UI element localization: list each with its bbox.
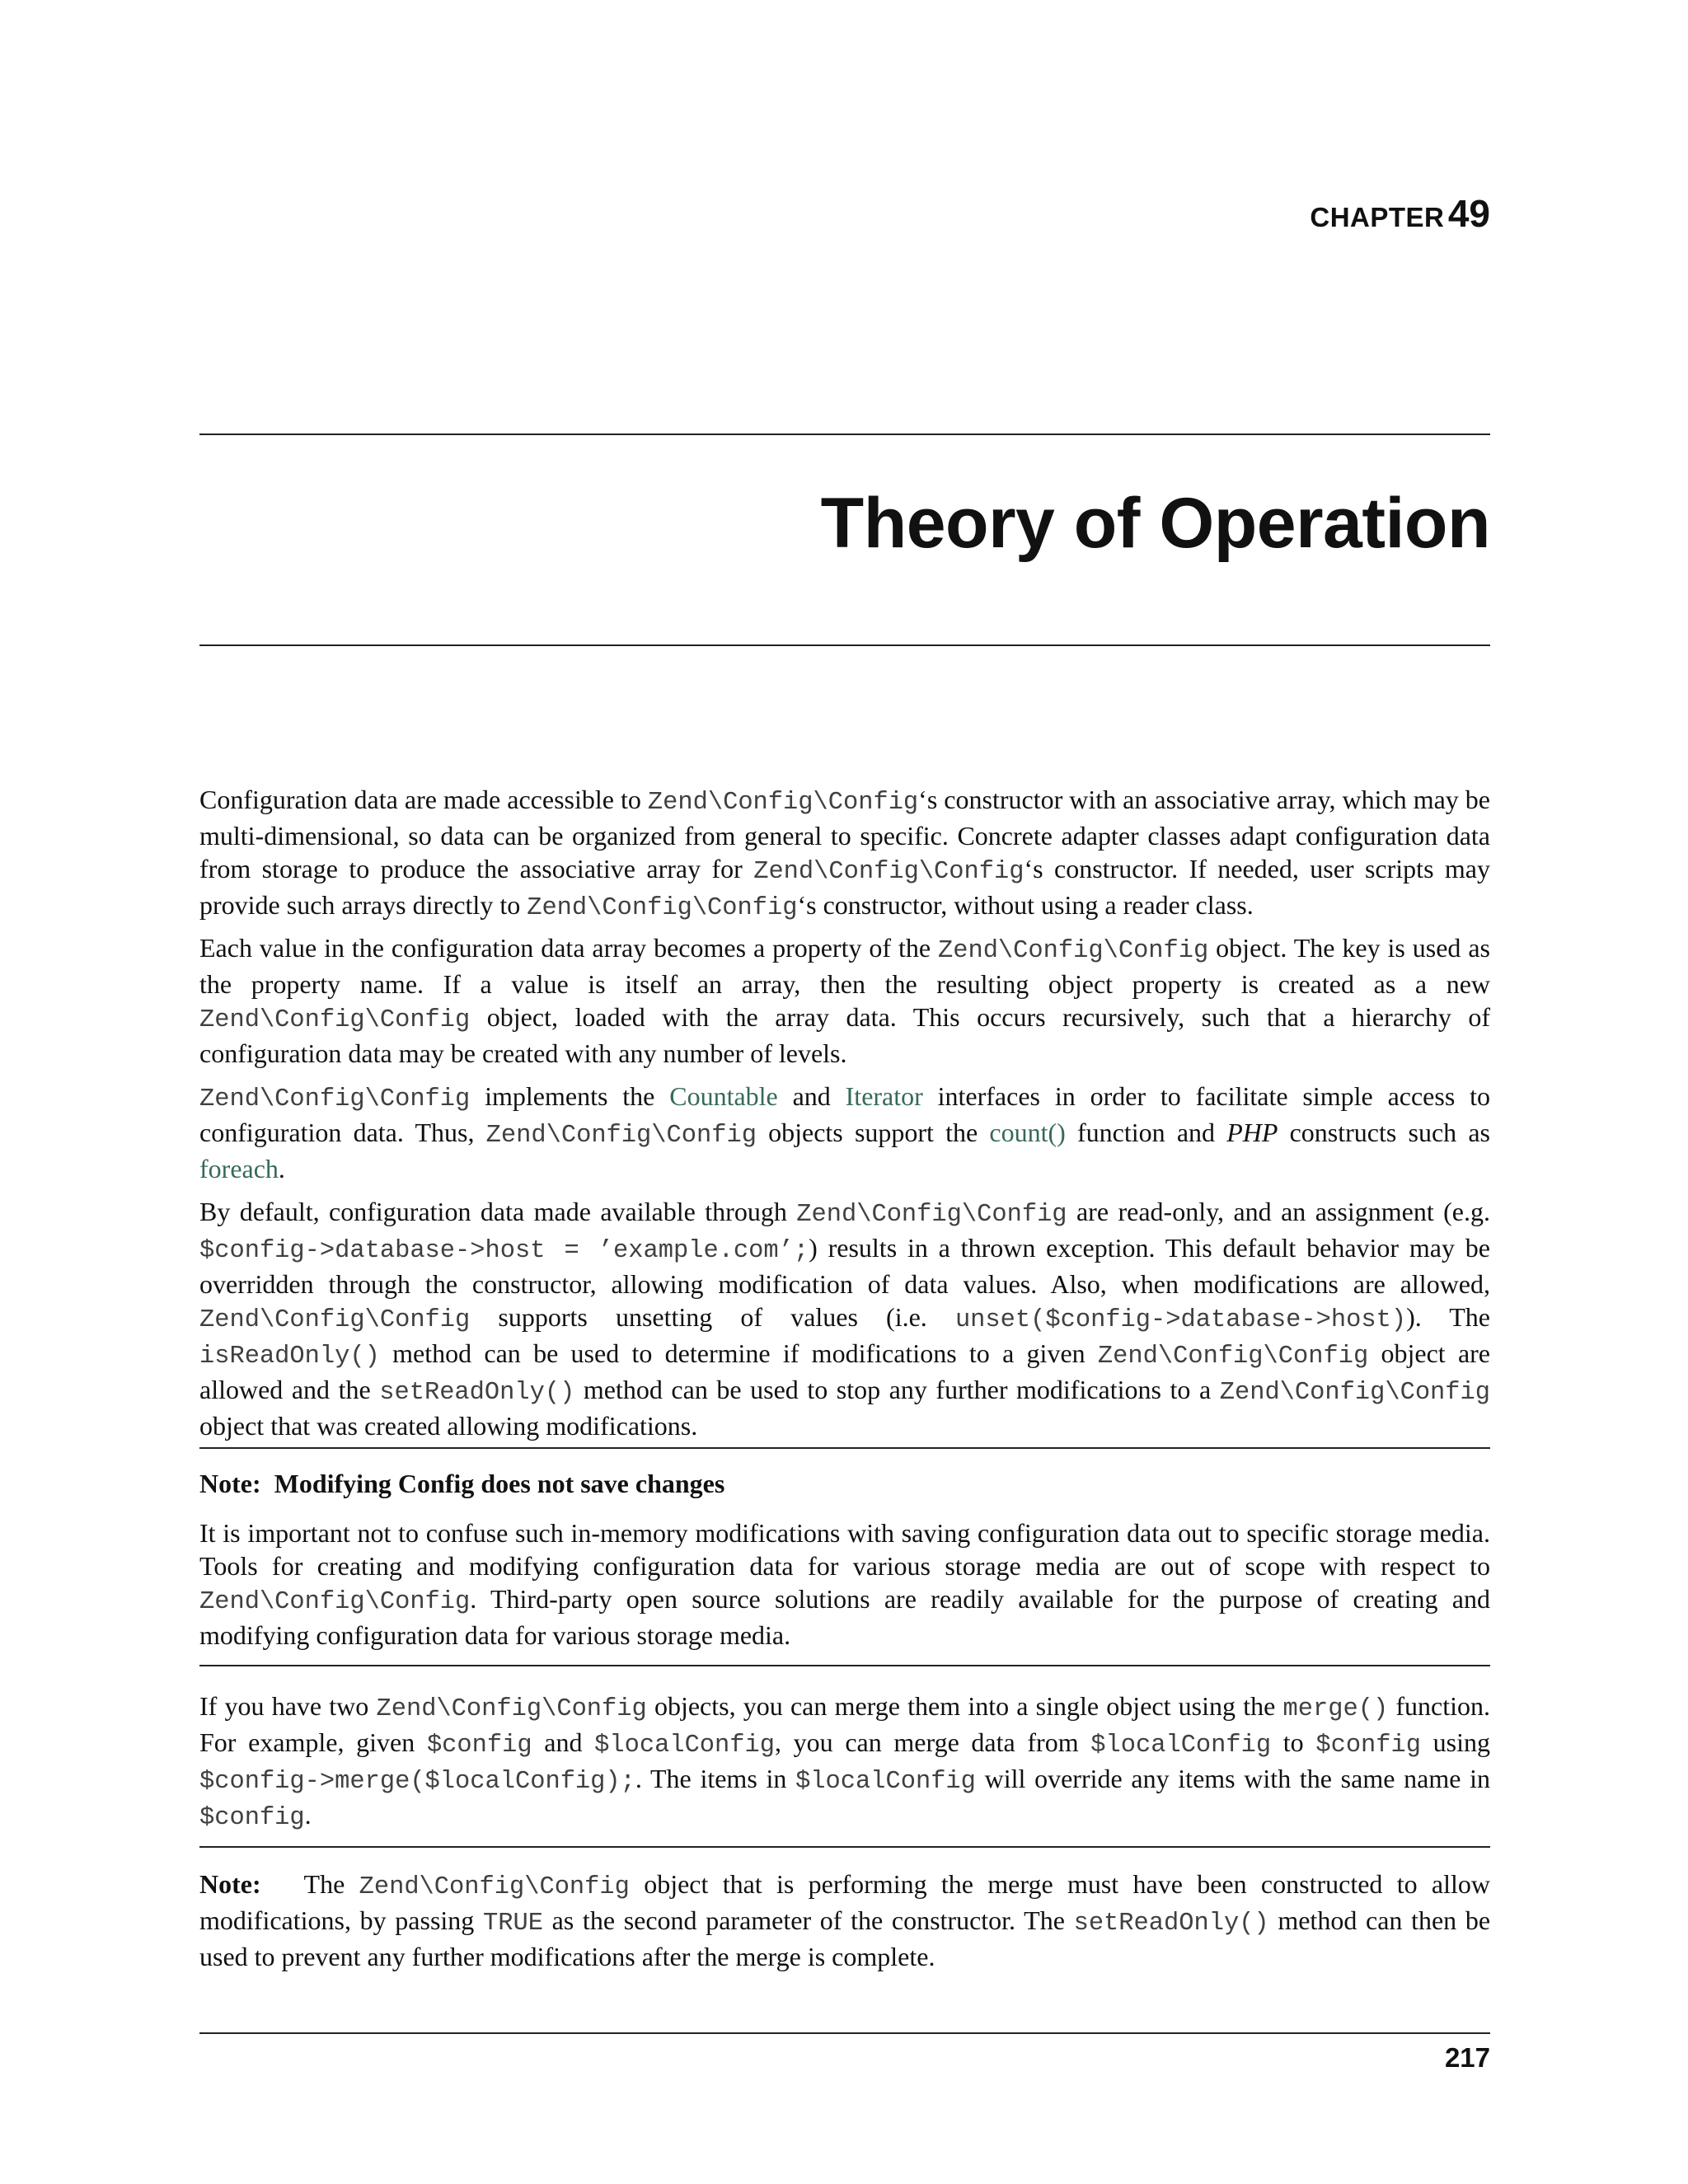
chapter-number: 49 (1447, 192, 1490, 235)
code-class-name: Zend\Config\Config (647, 789, 919, 817)
php-emphasis: PHP (1226, 1118, 1278, 1147)
paragraph-properties: Each value in the configuration data array becomes a property of the Zend\Config\Config object. The key is used as the property name. If a value is itself an array, then the resulting object property is created as a new Zend\Config\Config object, loaded with the array data. This occurs recursively, such that a hierarchy of configuration data may be created with any number of levels. (199, 933, 1491, 1068)
chapter-label (1310, 191, 1490, 236)
code-class-name: Zend\Config\Config (753, 858, 1025, 886)
code-class-name: Zend\Config\Config (527, 894, 798, 922)
code-snippet: $config->database->host = ’example.com’; (199, 1237, 809, 1265)
code-method: setReadOnly() (379, 1379, 575, 1407)
paragraph-intro: Configuration data are made accessible to Zend\Config\Config‘s constructor with an associative array, which may be multi-dimensional, so data can be organized from general to specific. Concrete adapter classes adapt configuration data from storage to produce the associative array for Zend\Config\Config‘s constructor. If needed, user scripts may provide such arrays directly to Zend\Config\Config‘s constructor, without using a reader class. (199, 785, 1491, 922)
code-constant: TRUE (482, 1910, 543, 1938)
note-label: Note: (199, 1869, 261, 1899)
code-method: isReadOnly() (199, 1343, 380, 1371)
code-class-name: Zend\Config\Config (1097, 1343, 1369, 1371)
code-variable: $localConfig (1090, 1732, 1272, 1760)
note-label: Note: (199, 1469, 261, 1498)
title-bottom-rule (199, 644, 1490, 646)
code-method: merge() (1282, 1695, 1389, 1723)
code-class-name: Zend\Config\Config (937, 937, 1209, 965)
code-class-name: Zend\Config\Config (199, 1588, 471, 1616)
note2-top-rule (199, 1846, 1490, 1848)
countable-link[interactable]: Countable (669, 1081, 778, 1111)
code-variable: $config (199, 1804, 305, 1832)
title-top-rule (199, 434, 1490, 435)
code-variable: $localConfig (795, 1768, 976, 1796)
note-top-rule (199, 1447, 1490, 1449)
paragraph-read-only: By default, configuration data made available through Zend\Config\Config are read-only, and an assignment (e.g. $config->database->host = ’example.com’;) results in a thrown exception. This default behavior may be overridden through the constructor, allowing modification of data values. Also, when modifications are allowed, Zend\Config\Config supports unsetting of values (i.e. unset($config->database->host)). The isReadOnly() method can be used to determine if modifications to a given Zend\Config\Config object are allowed and the setReadOnly() method can be used to stop any further modifications to a Zend\Config\Config object that was created allowing modifications. (199, 1197, 1491, 1441)
foreach-link[interactable]: foreach (199, 1154, 279, 1183)
code-class-name: Zend\Config\Config (796, 1201, 1067, 1229)
code-snippet: unset($config->database->host) (954, 1306, 1407, 1334)
code-class-name: Zend\Config\Config (1219, 1379, 1491, 1407)
code-variable: $config (426, 1732, 532, 1760)
page-number: 217 (1444, 2042, 1490, 2073)
code-variable: $config (1315, 1732, 1422, 1760)
code-class-name: Zend\Config\Config (199, 1306, 471, 1334)
code-class-name: Zend\Config\Config (199, 1085, 471, 1113)
chapter-title: Theory of Operation (820, 484, 1490, 563)
footer-rule (199, 2032, 1490, 2034)
chapter-word: CHAPTER (1310, 202, 1445, 232)
code-class-name: Zend\Config\Config (199, 1006, 471, 1034)
paragraph-merge: If you have two Zend\Config\Config objects, you can merge them into a single object using the merge() function. For example, given $config and $localConfig, you can merge data from $localConfig to $config using $config->merge($localConfig);. The items in $localConfig will override any items with the same name in $config. (199, 1691, 1491, 1832)
code-method: setReadOnly() (1073, 1910, 1269, 1938)
paragraph-interfaces: Zend\Config\Config implements the Countable and Iterator interfaces in order to facilitate simple access to configuration data. Thus, Zend\Config\Config objects support the count() function and PHP constructs such as foreach. (199, 1081, 1491, 1183)
note-heading (199, 1467, 1490, 1500)
note-bottom-rule (199, 1665, 1490, 1666)
code-variable: $localConfig (594, 1732, 775, 1760)
code-snippet: $config->merge($localConfig); (199, 1768, 635, 1796)
code-class-name: Zend\Config\Config (485, 1122, 757, 1150)
code-class-name: Zend\Config\Config (376, 1695, 647, 1723)
code-class-name: Zend\Config\Config (359, 1873, 630, 1901)
iterator-link[interactable]: Iterator (845, 1081, 923, 1111)
note2-body: Note: The Zend\Config\Config object that is performing the merge must have been constructed to allow modifications, by passing TRUE as the second parameter of the constructor. The setReadOnly() method can then be used to prevent any further modifications after the merge is complete. (199, 1869, 1491, 1971)
count-function-link[interactable]: count() (989, 1118, 1066, 1147)
note-title: Modifying Config does not save changes (274, 1469, 725, 1498)
note-body: It is important not to confuse such in-memory modifications with saving configuration data out to specific storage media. Tools for creating and modifying configuration data for various storage media are out of scope with respect to Zend\Config\Config. Third-party open source solutions are readily available for the purpose of creating and modifying configuration data for various storage media. (199, 1518, 1490, 1650)
